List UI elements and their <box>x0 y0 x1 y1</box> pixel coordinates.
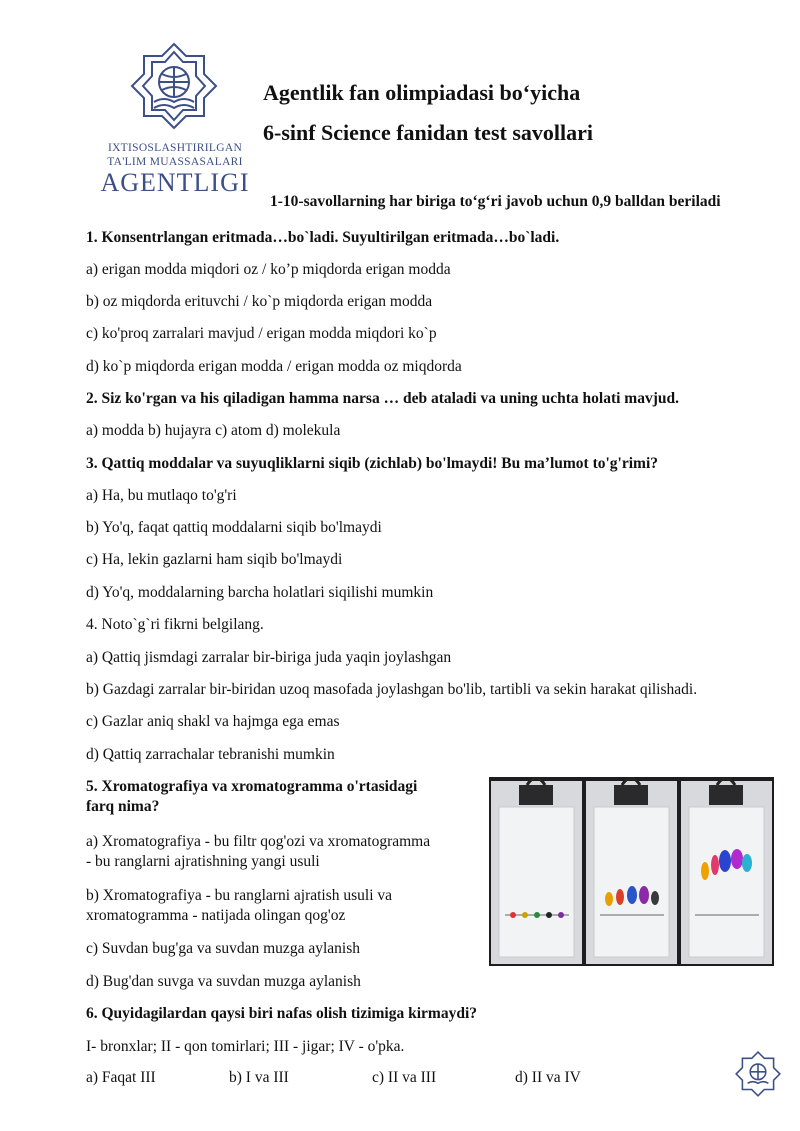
q6-option-a: a) Faqat III <box>86 1069 156 1086</box>
question-5-line-1: 5. Xromatografiya va xromatogramma o'rtasidagi <box>86 778 418 795</box>
chromatogram-strip-3 <box>681 778 772 964</box>
question-6: 6. Quyidagilardan qaysi biri nafas olish tizimiga kirmaydi? <box>86 1005 478 1022</box>
q4-option-a: a) Qattiq jismdagi zarralar bir-biriga juda yaqin joylashgan <box>86 649 452 666</box>
q1-option-b: b) oz miqdorda erituvchi / ko`p miqdorda erigan modda <box>86 293 433 310</box>
page-title: Agentlik fan olimpiadasi bo‘yicha <box>263 80 581 105</box>
agency-emblem-icon <box>130 40 218 140</box>
q1-option-c: c) ko'proq zarralari mavjud / erigan modda miqdori ko`p <box>86 325 437 342</box>
q1-option-a: a) erigan modda miqdori oz / ko’p miqdorda erigan modda <box>86 261 451 278</box>
q3-option-b: b) Yo'q, faqat qattiq moddalarni siqib bo'lmaydi <box>86 519 382 536</box>
q2-options: a) modda b) hujayra c) atom d) molekula <box>86 422 341 439</box>
page-subtitle: 6-sinf Science fanidan test savollari <box>263 120 593 145</box>
q1-option-d: d) ko`p miqdorda erigan modda / erigan modda oz miqdorda <box>86 358 462 375</box>
q3-option-d: d) Yo'q, moddalarning barcha holatlari siqilishi mumkin <box>86 584 434 601</box>
chromatogram-strip-1 <box>491 778 582 964</box>
question-3: 3. Qattiq moddalar va suyuqliklarni siqib (zichlab) bo'lmaydi! Bu ma’lumot to'g'rimi? <box>86 455 658 472</box>
q6-items: I- bronxlar; II - qon tomirlari; III - jigar; IV - o'pka. <box>86 1038 405 1055</box>
corner-emblem-icon <box>735 1050 781 1102</box>
question-5-line-2: farq nima? <box>86 798 160 815</box>
chromatography-photo <box>489 777 774 966</box>
q6-option-d: d) II va IV <box>515 1069 581 1086</box>
q5-option-a-line-2: - bu ranglarni ajratishning yangi usuli <box>86 853 320 870</box>
q5-option-d: d) Bug'dan suvga va suvdan muzga aylanish <box>86 973 361 990</box>
q3-option-a: a) Ha, bu mutlaqo to'g'ri <box>86 487 237 504</box>
q5-option-b-line-1: b) Xromatografiya - bu ranglarni ajratish usuli va <box>86 887 393 904</box>
q4-option-b: b) Gazdagi zarralar bir-biridan uzoq masofada joylashgan bo'lib, tartibli va sekin harakat qilishadi. <box>86 681 698 698</box>
logo-line-3: AGENTLIGI <box>100 168 250 197</box>
q6-option-b: b) I va III <box>229 1069 289 1086</box>
q5-option-c: c) Suvdan bug'ga va suvdan muzga aylanish <box>86 940 360 957</box>
q4-option-c: c) Gazlar aniq shakl va hajmga ega emas <box>86 713 340 730</box>
logo-line-2: TA'LIM MUASSASALARI <box>107 156 243 168</box>
scoring-note: 1-10-savollarning har biriga to‘g‘ri javob uchun 0,9 balldan beriladi <box>270 193 721 210</box>
q6-option-c: c) II va III <box>372 1069 437 1086</box>
q5-option-b-line-2: xromatogramma - natijada olingan qog'oz <box>86 907 346 924</box>
agency-logo <box>96 40 256 198</box>
question-4: 4. Noto`g`ri fikrni belgilang. <box>86 616 264 633</box>
chromatogram-strip-2 <box>586 778 677 964</box>
q4-option-d: d) Qattiq zarrachalar tebranishi mumkin <box>86 746 335 763</box>
question-2: 2. Siz ko'rgan va his qiladigan hamma narsa … deb ataladi va uning uchta holati mavjud. <box>86 390 679 407</box>
q3-option-c: c) Ha, lekin gazlarni ham siqib bo'lmaydi <box>86 551 343 568</box>
question-1: 1. Konsentrlangan eritmada…bo`ladi. Suyultirilgan eritmada…bo`ladi. <box>86 229 560 246</box>
chromatography-illustration <box>489 777 774 966</box>
q5-option-a-line-1: a) Xromatografiya - bu filtr qog'ozi va xromatogramma <box>86 833 431 850</box>
logo-line-1: IXTISOSLASHTIRILGAN <box>107 142 243 154</box>
